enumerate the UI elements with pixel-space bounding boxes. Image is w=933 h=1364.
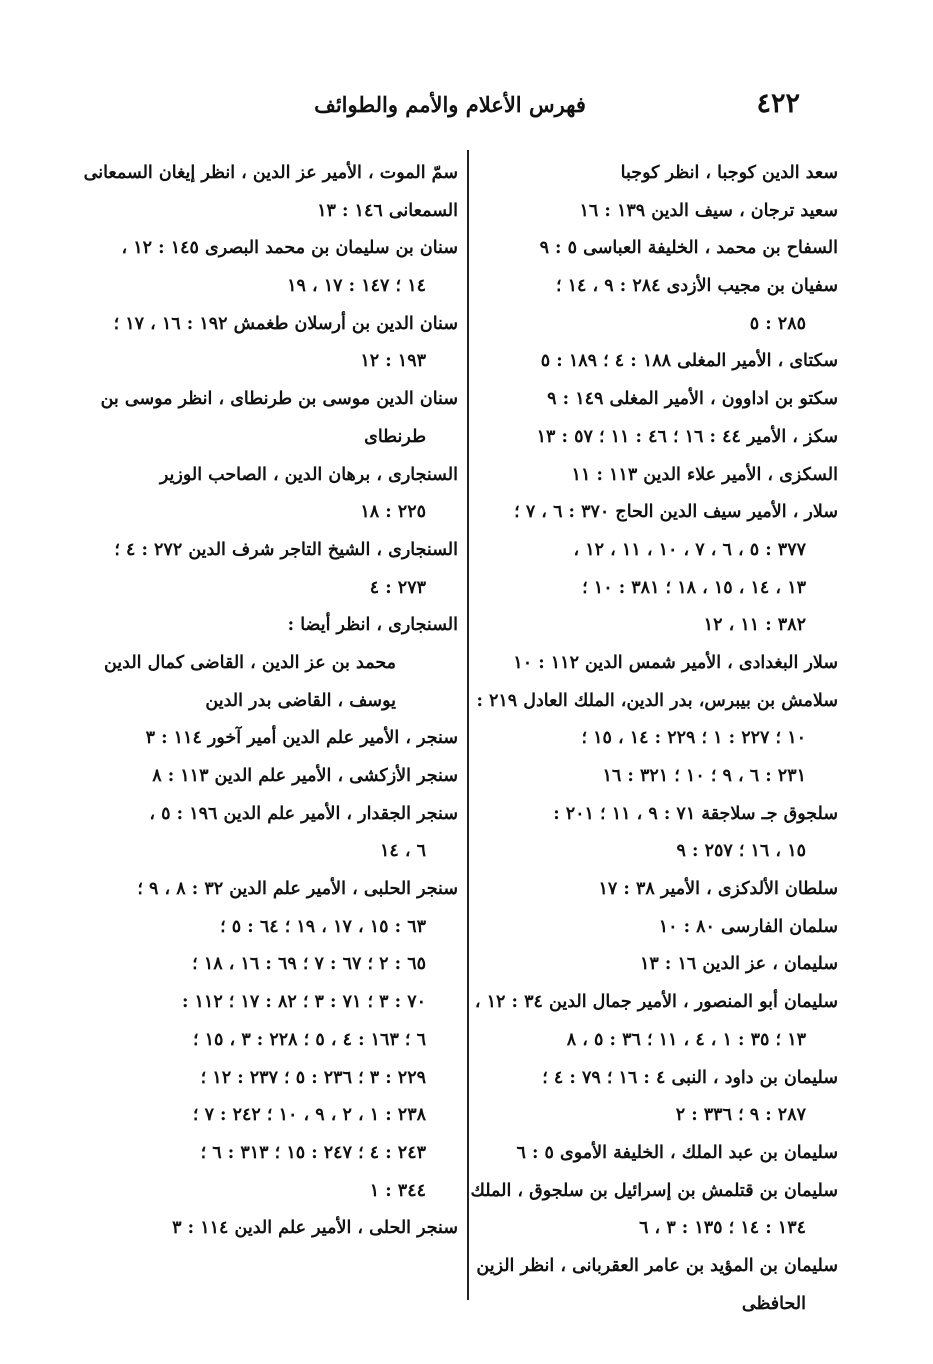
entry-heading-line: السنجارى ، الشيخ التاجر شرف الدين ٢٧٢ : ٤ ؛: [114, 539, 458, 560]
entry-heading-line: سلار البغدادى ، الأمير شمس الدين ١١٢ : ١٠: [513, 652, 838, 673]
entry-heading-line: سلامش بن بيبرس، بدر الدين، الملك العادل ٢١٩ :: [476, 690, 838, 711]
index-entry: [478, 796, 838, 871]
entry-continuation-line: الحافظى: [741, 1293, 806, 1314]
index-entry: [478, 268, 838, 343]
index-entry: [478, 494, 838, 645]
entry-continuation-line: ١٣ ؛ ٣٥ : ١ ، ٤ ، ١١ ؛ ٣٦ : ٥ ، ٨: [566, 1029, 806, 1050]
entry-heading-line: سلار ، الأمير سيف الدين الحاج ٣٧٠ : ٦ ، ٧ ؛: [514, 502, 838, 523]
entry-continuation-line: ٢٣٨ : ١ ، ٢ ، ٩ ، ١٠ ؛ ٢٤٢ : ٧ ؛: [192, 1105, 426, 1126]
entry-heading-line: سكتو بن اداوون ، الأمير المغلى ١٤٩ : ٩: [547, 389, 838, 410]
entry-heading-line: سليمان بن عبد الملك ، الخليفة الأموى ٥ : ٦: [516, 1142, 838, 1163]
entry-heading-line: سكتاى ، الأمير المغلى ١٨٨ : ٤ ؛ ١٨٩ : ٥: [540, 351, 838, 372]
entry-see-also-line: يوسف ، القاضى بدر الدين: [205, 690, 396, 711]
index-entry: [98, 457, 458, 532]
index-entry: [478, 381, 838, 419]
index-entry: [98, 871, 458, 1210]
entry-continuation-line: ٢٨٧ : ٩ ؛ ٣٣٦ : ٢: [675, 1105, 806, 1126]
entry-heading-line: سمّ الموت ، الأمير عز الدين ، انظر إيغان السمعانى: [83, 163, 458, 183]
entry-continuation-line: ٦ ، ١٤: [379, 841, 426, 862]
entry-heading-line: سليمان بن داود ، النبى ٤ : ١٦ ؛ ٧٩ : ٤ ؛: [542, 1067, 838, 1088]
entry-heading-line: سلجوق جـ سلاجقة ٧١ : ٩ ، ١١ ؛ ٢٠١ :: [553, 803, 838, 824]
index-entry: [98, 306, 458, 381]
index-entry: [478, 1060, 838, 1135]
index-entry: [478, 871, 838, 909]
index-entry: [98, 796, 458, 871]
right-column: [470, 155, 838, 1323]
index-entry: [478, 457, 838, 495]
index-entry: [478, 343, 838, 381]
entry-heading-line: سنجر ، الأمير علم الدين أمير آخور ١١٤ : ٣: [145, 728, 458, 749]
entry-heading-line: سنجر الجقدار ، الأمير علم الدين ١٩٦ : ٥ ،: [149, 803, 458, 824]
entry-continuation-line: ١٩٣ : ١٢: [360, 351, 426, 372]
entry-heading-line: سكز ، الأمير ٤٤ : ١٦ ؛ ٤٦ : ١١ ؛ ٥٧ : ١٣: [536, 426, 838, 447]
index-entry: [98, 720, 458, 758]
index-entry: [98, 607, 458, 720]
index-entry: [478, 645, 838, 683]
entry-continuation-line: ١٥ ، ١٦ ؛ ٢٥٧ : ٩: [676, 841, 806, 862]
index-entry: [83, 155, 458, 193]
index-entry: [98, 758, 458, 796]
index-entry: [478, 230, 838, 268]
entry-heading-line: السنجارى ، انظر أيضا :: [287, 615, 458, 636]
entry-heading-line: سنان بن سليمان بن محمد البصرى ١٤٥ : ١٢ ،: [121, 238, 458, 259]
entry-heading-line: السمعانى ١٤٦ : ١٣: [317, 200, 458, 221]
entry-heading-line: سعيد ترجان ، سيف الدين ١٣٩ : ١٦: [579, 200, 838, 221]
entry-heading-line: سليمان أبو المنصور ، الأمير جمال الدين ٣٤ : ١٢ ،: [474, 992, 838, 1013]
entry-see-also-line: محمد بن عز الدين ، القاضى كمال الدين: [103, 652, 396, 673]
entry-continuation-line: ٧٠ : ٣ ؛ ٧١ : ٣ ؛ ٨٢ : ١٧ ؛ ١١٢ :: [181, 992, 426, 1013]
entry-heading-line: السنجارى ، برهان الدين ، الصاحب الوزير: [159, 464, 458, 485]
entry-heading-line: سنان الدين بن أرسلان طغمش ١٩٢ : ١٦ ، ١٧ ؛: [113, 313, 458, 334]
entry-continuation-line: ٦٥ : ٢ ؛ ٦٧ : ٧ ؛ ٦٩ : ١٦ ، ١٨ ؛: [192, 954, 426, 975]
entry-heading-line: سنان الدين موسى بن طرنطاى ، انظر موسى بن: [100, 389, 458, 410]
index-entry: [478, 193, 838, 231]
entry-heading-line: سعد الدين كوجبا ، انظر كوجبا: [620, 163, 838, 183]
index-entry: [470, 1173, 838, 1248]
entry-heading-line: سنجر الأزكشى ، الأمير علم الدين ١١٣ : ٨: [152, 766, 458, 786]
index-entry: [98, 532, 458, 607]
entry-continuation-line: ٣٧٧ : ٥ ، ٦ ، ٧ ، ١٠ ، ١١ ، ١٢ ،: [573, 539, 806, 560]
entry-continuation-line: ٦ ؛ ١٦٣ : ٤ ، ٥ ؛ ٢٢٨ : ٣ ، ١٥ ؛: [193, 1029, 426, 1050]
entry-heading-line: سليمان بن المؤيد بن عامر العقربانى ، انظر الزين: [476, 1255, 838, 1276]
index-entry: [98, 1210, 458, 1248]
entry-continuation-line: طرنطاى: [364, 426, 426, 447]
entry-continuation-line: ٦٣ : ١٥ ، ١٧ ، ١٩ ؛ ٦٤ : ٥ ؛: [220, 916, 426, 937]
index-entry: [474, 984, 838, 1059]
entry-continuation-line: ٢٢٩ : ٣ ؛ ٢٣٦ : ٥ ؛ ٢٣٧ : ١٢ ؛: [200, 1067, 426, 1088]
index-entry: [478, 909, 838, 947]
entry-continuation-line: ١٠ ؛ ٢٢٧ : ١ ؛ ٢٢٩ : ١٤ ، ١٥ ؛: [581, 728, 806, 749]
entry-continuation-line: ٢٣١ : ٦ ، ٩ ؛ ١٠ ؛ ٣٢١ : ١٦: [602, 766, 806, 786]
index-entry: [478, 683, 838, 796]
entry-continuation-line: ٣٤٤ : ١: [369, 1180, 426, 1201]
entry-heading-line: سنجر الحلى ، الأمير علم الدين ١١٤ : ٣: [172, 1218, 458, 1239]
running-title: فهرس الأعلام والأمم والطوائف: [314, 92, 586, 117]
entry-heading-line: سلطان الألدكزى ، الأمير ٣٨ : ١٧: [598, 879, 838, 900]
entry-heading-line: السفاح بن محمد ، الخليفة العباسى ٥ : ٩: [539, 238, 838, 259]
entry-continuation-line: ٢٧٣ : ٤: [369, 577, 426, 598]
index-entry: [478, 946, 838, 984]
entry-heading-line: السكزى ، الأمير علاء الدين ١١٣ : ١١: [571, 464, 838, 485]
entry-heading-line: سنجر الحلبى ، الأمير علم الدين ٣٢ : ٨ ، ٩ ؛: [137, 879, 458, 900]
index-entry: [478, 155, 838, 193]
left-column: [83, 155, 458, 1248]
entry-continuation-line: ١٤ ؛ ١٤٧ : ١٧ ، ١٩: [287, 276, 426, 297]
index-entry: [98, 193, 458, 231]
index-entry: [478, 1248, 838, 1323]
index-entry: [98, 230, 458, 305]
entry-heading-line: سليمان بن قتلمش بن إسرائيل بن سلجوق ، الملك: [470, 1180, 838, 1201]
entry-heading-line: سليمان ، عز الدين ١٦ : ١٣: [639, 954, 838, 975]
entry-continuation-line: ٣٨٢ : ١١ ، ١٢: [703, 615, 806, 636]
entry-continuation-line: ٢٨٥ : ٥: [749, 313, 806, 334]
entry-heading-line: سلمان الفارسى ٨٠ : ١٠: [658, 916, 838, 937]
entry-continuation-line: ١٣ ، ١٤ ، ١٥ ، ١٨ ؛ ٣٨١ : ١٠ ؛: [582, 577, 806, 598]
index-entry: [98, 381, 458, 456]
entry-continuation-line: ٢٤٣ : ٤ ؛ ٢٤٧ : ١٥ ؛ ٣١٣ : ٦ ؛: [200, 1142, 426, 1163]
column-divider: [467, 150, 469, 1300]
page-number: ٤٢٢: [756, 88, 800, 119]
entry-heading-line: سفيان بن مجيب الأزدى ٢٨٤ : ٩ ، ١٤ ؛: [555, 276, 838, 297]
index-entry: [478, 419, 838, 457]
index-entry: [478, 1135, 838, 1173]
entry-continuation-line: ١٣٤ : ١٤ ؛ ١٣٥ : ٣ ، ٦: [639, 1218, 806, 1239]
entry-continuation-line: ٢٢٥ : ١٨: [360, 502, 426, 523]
